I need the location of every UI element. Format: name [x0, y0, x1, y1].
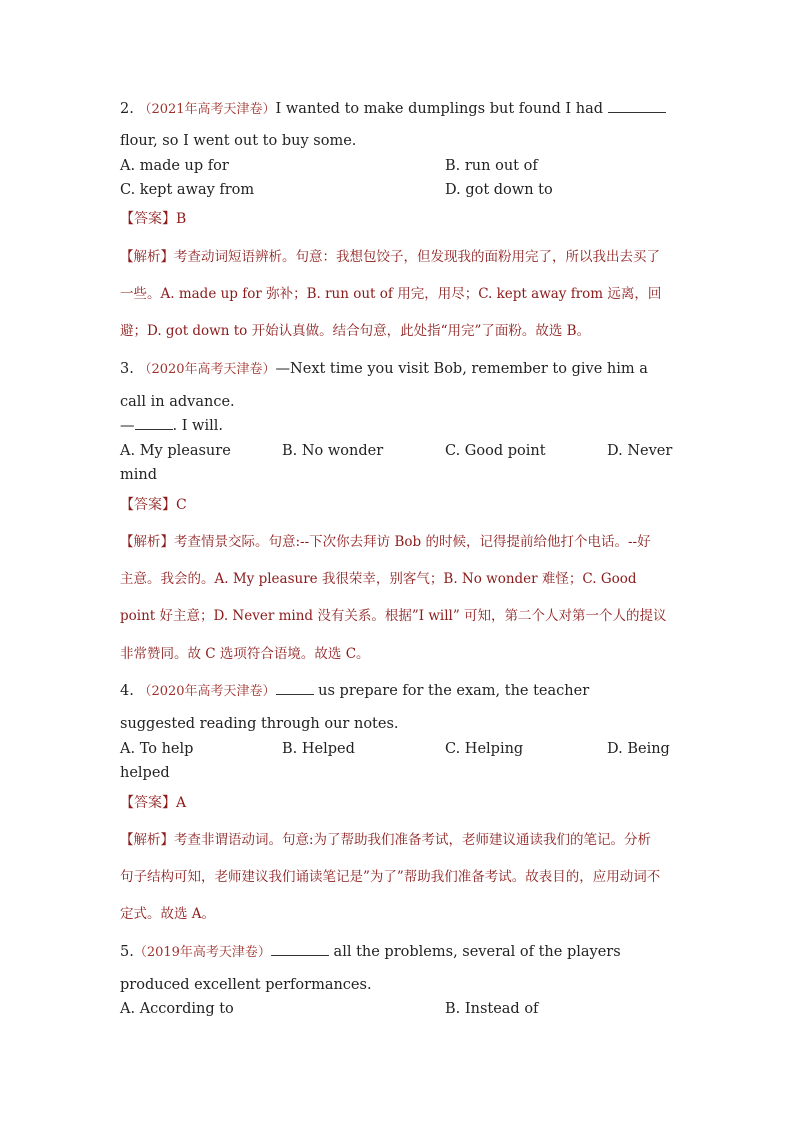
q3-reply-line — [120, 417, 223, 435]
q2-option-b: B. run out of — [445, 158, 538, 174]
q3-source: （2020年高考天津卷） — [138, 362, 276, 377]
q5-stem-line1 — [120, 943, 621, 962]
q4-option-d-wrap: helped — [120, 765, 170, 781]
q4-analysis-line2: 句子结构可知，老师建议我们诵读笔记是”为了”帮助我们准备考试。故表目的，应用动词不 — [120, 869, 661, 885]
q2-analysis-line2: 一些。A. made up for 弥补；B. run out of 用完，用尽；C. kept away from 远离，回 — [120, 286, 662, 302]
q3-option-a: A. My pleasure — [120, 443, 231, 459]
q3-analysis-line3: point 好主意；D. Never mind 没有关系。根据”I will” 可知，第二个人对第一个人的提议 — [120, 608, 667, 624]
q3-dash: — — [120, 418, 135, 434]
q4-number: 4. — [120, 683, 134, 699]
q2-number: 2. — [120, 101, 134, 117]
q2-option-c: C. kept away from — [120, 182, 255, 198]
q5-source: （2019年高考天津卷） — [133, 945, 271, 960]
q3-number: 3. — [120, 361, 134, 377]
q4-source: （2020年高考天津卷） — [138, 684, 276, 699]
q5-number: 5. — [120, 944, 134, 960]
q2-stem-line2: flour, so I went out to buy some. — [120, 133, 357, 149]
q4-stem-line1 — [120, 682, 589, 701]
q2-option-a: A. made up for — [120, 158, 229, 174]
q3-option-d-wrap: mind — [120, 467, 158, 483]
q2-source: （2021年高考天津卷） — [138, 102, 276, 117]
q3-text3: . I will. — [172, 418, 223, 434]
q2-blank — [608, 100, 666, 113]
q5-option-b: B. Instead of — [445, 1001, 539, 1017]
q3-option-d: D. Never — [607, 443, 673, 459]
q3-analysis-line1: 【解析】考查情景交际。句意:--下次你去拜访 Bob 的时候，记得提前给他打个电话。--好 — [120, 534, 651, 550]
q3-analysis-line2: 主意。我会的。A. My pleasure 我很荣幸，别客气；B. No wonder 难怪；C. Good — [120, 571, 637, 587]
q3-text1: —Next time you visit Bob, remember to give him a — [275, 361, 648, 377]
q3-stem-line2: call in advance. — [120, 394, 235, 410]
q3-stem-line1 — [120, 360, 648, 379]
q5-option-a: A. According to — [120, 1001, 234, 1017]
q5-blank — [271, 943, 329, 956]
q3-option-c: C. Good point — [445, 443, 546, 459]
q4-option-b: B. Helped — [282, 741, 355, 757]
q4-analysis-line1: 【解析】考查非谓语动词。句意:为了帮助我们准备考试，老师建议通读我们的笔记。分析 — [120, 832, 652, 848]
q3-analysis-line4: 非常赞同。故 C 选项符合语境。故选 C。 — [120, 646, 370, 662]
q4-option-c: C. Helping — [445, 741, 524, 757]
q2-answer: 【答案】B — [120, 211, 187, 227]
q2-analysis-line1: 【解析】考查动词短语辨析。句意：我想包饺子，但发现我的面粉用完了，所以我出去买了 — [120, 249, 660, 265]
q5-stem-line2: produced excellent performances. — [120, 977, 372, 993]
q4-answer: 【答案】A — [120, 795, 187, 811]
q4-analysis-line3: 定式。故选 A。 — [120, 906, 216, 922]
q5-text1: all the problems, several of the players — [333, 944, 621, 960]
q2-text1: I wanted to make dumplings but found I had — [275, 101, 604, 117]
q4-text1: us prepare for the exam, the teacher — [318, 683, 590, 699]
q3-answer: 【答案】C — [120, 497, 187, 513]
q2-option-d: D. got down to — [445, 182, 553, 198]
q3-option-b: B. No wonder — [282, 443, 384, 459]
q4-option-a: A. To help — [120, 741, 194, 757]
q2-analysis-line3: 避；D. got down to 开始认真做。结合句意，此处指“用完”了面粉。故选 B。 — [120, 323, 591, 339]
q4-stem-line2: suggested reading through our notes. — [120, 716, 399, 732]
q4-option-d: D. Being — [607, 741, 670, 757]
q3-blank — [135, 417, 173, 430]
q4-blank — [276, 682, 314, 695]
q2-stem-line1 — [120, 100, 666, 119]
